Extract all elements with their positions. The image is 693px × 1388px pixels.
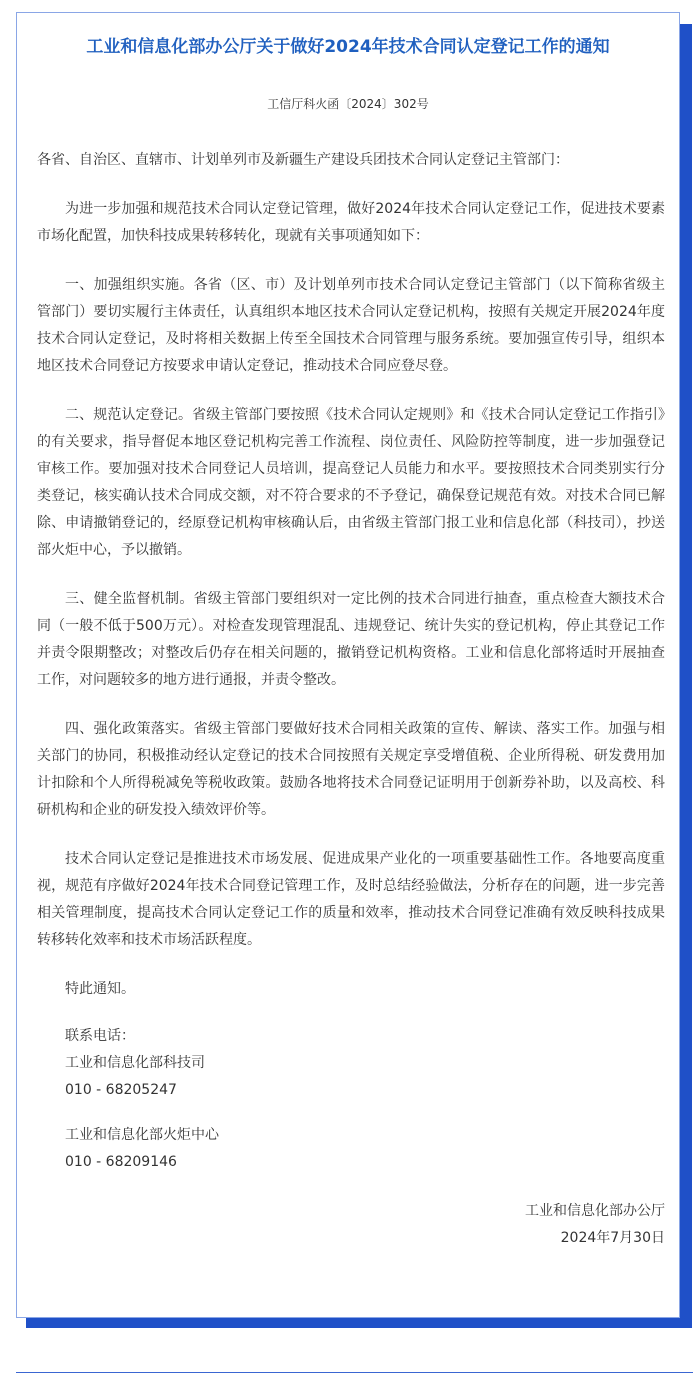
contact-section: [37, 1023, 665, 1104]
signature-date: 2024年7月30日: [560, 1230, 665, 1246]
contact-phone: 010 - 68205247: [65, 1082, 177, 1098]
salutation: 各省、自治区、直辖市、计划单列市及新疆生产建设兵团技术合同认定登记主管部门：: [37, 152, 569, 168]
contact-section: [37, 1122, 665, 1176]
paragraph-intro: 为进一步加强和规范技术合同认定登记管理，做好2024年技术合同认定登记工作，促进技术要素市场化配置，加快科技成果转移转化，现就有关事项通知如下：: [37, 201, 665, 244]
contact-org: 工业和信息化部科技司: [65, 1055, 205, 1071]
paragraph-supervision: 三、健全监督机制。省级主管部门要组织对一定比例的技术合同进行抽查，重点检查大额技术合同（一般不低于500万元）。对检查发现管理混乱、违规登记、统计失实的登记机构，停止其登记工作并责令限期整改；对整改后仍存在相关问题的，撤销登记机构资格。工业和信息化部将适时开展抽查工作，对问题较多的地方进行通报，并责令整改。: [37, 591, 665, 688]
paragraph-policy: 四、强化政策落实。省级主管部门要做好技术合同相关政策的宣传、解读、落实工作。加强与相关部门的协同，积极推动经认定登记的技术合同按照有关规定享受增值税、企业所得税、研发费用加计扣除和个人所得税减免等税收政策。鼓励各地将技术合同登记证明用于创新券补助，以及高校、科研机构和企业的研发投入绩效评价等。: [37, 721, 665, 818]
signature-org: 工业和信息化部办公厅: [525, 1203, 665, 1219]
contact-org: 工业和信息化部火炬中心: [65, 1127, 219, 1143]
contact-phone: 010 - 68209146: [65, 1154, 177, 1170]
paragraph-organize: 一、加强组织实施。各省（区、市）及计划单列市技术合同认定登记主管部门（以下简称省级主管部门）要切实履行主体责任，认真组织本地区技术合同认定登记机构，按照有关规定开展2024年度技术合同认定登记，及时将相关数据上传至全国技术合同管理与服务系统。要加强宣传引导，组织本地区技术合同登记方按要求申请认定登记，推动技术合同应登尽登。: [37, 277, 665, 374]
paragraph-standardize: 二、规范认定登记。省级主管部门要按照《技术合同认定规则》和《技术合同认定登记工作指引》的有关要求，指导督促本地区登记机构完善工作流程、岗位责任、风险防控等制度，进一步加强登记审核工作。要加强对技术合同登记人员培训，提高登记人员能力和水平。要按照技术合同类别实行分类登记，核实确认技术合同成交额，对不符合要求的不予登记，确保登记规范有效。对技术合同已解除、申请撤销登记的，经原登记机构审核确认后，由省级主管部门报工业和信息化部（科技司），抄送部火炬中心，予以撤销。: [37, 407, 665, 558]
closing-text: 特此通知。: [65, 981, 135, 997]
signature-block: [37, 1198, 665, 1252]
document-number: 工信厅科火函〔2024〕302号: [267, 97, 429, 111]
notice-card: [16, 12, 680, 1318]
notice-body: [37, 147, 665, 1252]
paragraph-summary: 技术合同认定登记是推进技术市场发展、促进成果产业化的一项重要基础性工作。各地要高度重视，规范有序做好2024年技术合同登记管理工作，及时总结经验做法，分析存在的问题，进一步完善相关管理制度，提高技术合同认定登记工作的质量和效率，推动技术合同登记准确有效反映科技成果转移转化效率和技术市场活跃程度。: [37, 851, 665, 948]
contact-label: 联系电话：: [65, 1028, 135, 1044]
bottom-divider: [16, 1372, 693, 1373]
notice-title: 工业和信息化部办公厅关于做好2024年技术合同认定登记工作的通知: [86, 37, 610, 57]
